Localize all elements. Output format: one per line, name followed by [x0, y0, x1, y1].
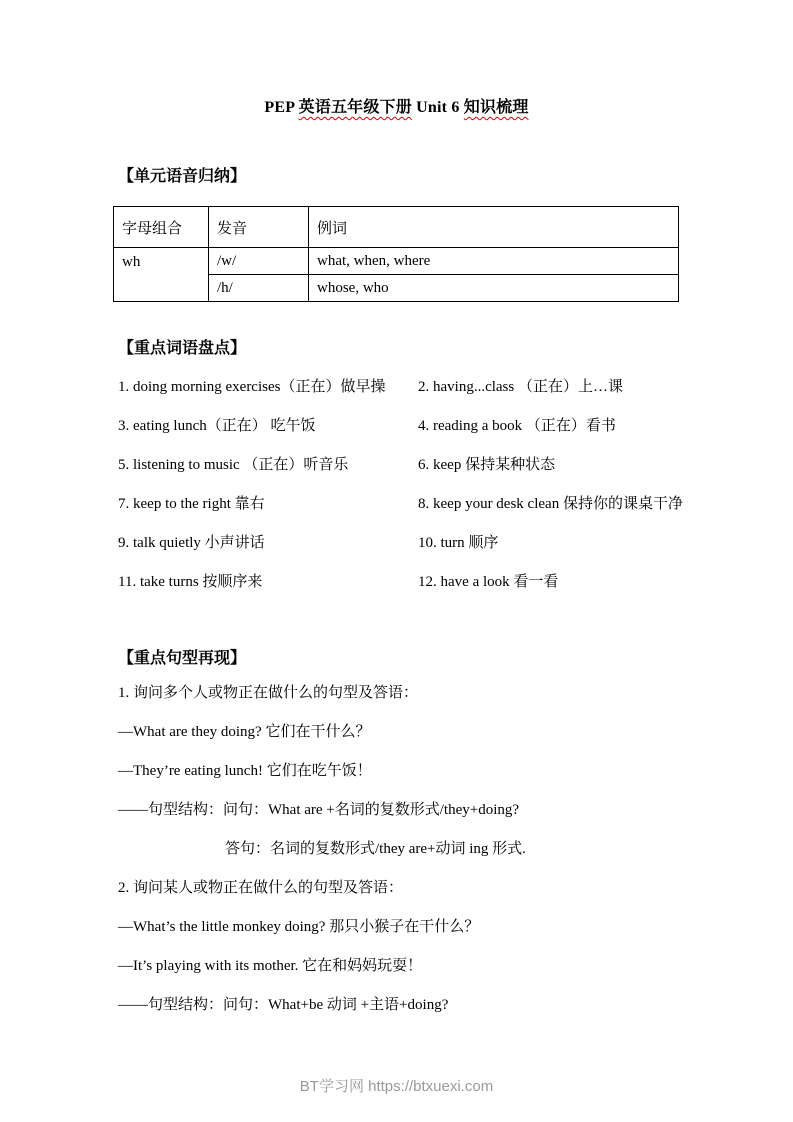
- phonics-cell-letters: wh: [114, 248, 209, 302]
- vocab-line: [118, 446, 793, 485]
- phonics-header-row: [114, 207, 679, 248]
- vocab-item-right: 10. turn 顺序: [418, 535, 499, 551]
- phonics-header-letters: 字母组合: [114, 207, 209, 248]
- sentences-section-heading: 【重点句型再现】: [118, 650, 247, 667]
- sentence-line: —What’s the little monkey doing? 那只小猴子在干什么？: [118, 919, 480, 935]
- vocab-item-right: 6. keep 保持某种状态: [418, 457, 556, 473]
- vocab-line: [118, 563, 793, 602]
- vocab-item-right: 2. having...class （正在）上…课: [418, 379, 623, 395]
- sentence-line: 1. 询问多个人或物正在做什么的句型及答语：: [118, 685, 419, 701]
- vocab-item-right: 8. keep your desk clean 保持你的课桌干净: [418, 496, 683, 512]
- vocab-item-right: 4. reading a book （正在）看书: [418, 418, 616, 434]
- sentence-lines: [118, 674, 793, 1025]
- vocab-item-left: 3. eating lunch（正在） 吃午饭: [118, 418, 316, 434]
- page-title: [0, 0, 793, 117]
- sentence-line: 答句：名词的复数形式/they are+动词 ing 形式.: [225, 841, 526, 857]
- vocab-line: [118, 368, 793, 407]
- phonics-row: [114, 248, 679, 275]
- title-segment: PEP: [264, 99, 299, 116]
- sentence-line: —What are they doing? 它们在干什么？: [118, 724, 371, 740]
- sentence-line: ——句型结构：问句：What+be 动词 +主语+doing?: [118, 997, 449, 1013]
- page-footer: BT学习网 https://btxuexi.com: [299, 1078, 494, 1095]
- sentence-line: ——句型结构：问句：What are +名词的复数形式/they+doing?: [118, 802, 520, 818]
- vocab-item-left: 9. talk quietly 小声讲话: [118, 535, 265, 551]
- sentence-line: —It’s playing with its mother. 它在和妈妈玩耍！: [118, 958, 423, 974]
- phonics-section-heading: 【单元语音归纳】: [118, 168, 247, 185]
- sentence-line: 2. 询问某人或物正在做什么的句型及答语：: [118, 880, 404, 896]
- phonics-cell-examples-1: what, when, where: [309, 248, 679, 275]
- title-segment: 知识梳理: [463, 99, 529, 116]
- vocab-line: [118, 524, 793, 563]
- vocab-item-left: 11. take turns 按顺序来: [118, 574, 263, 590]
- phonics-cell-examples-2: whose, who: [309, 275, 679, 302]
- phonics-cell-sound-1: /w/: [209, 248, 309, 275]
- phonics-header-examples: 例词: [309, 207, 679, 248]
- sentence-line: —They’re eating lunch! 它们在吃午饭！: [118, 763, 372, 779]
- vocab-line: [118, 407, 793, 446]
- title-segment: Unit 6: [411, 99, 464, 116]
- vocab-item-left: 5. listening to music （正在）听音乐: [118, 457, 349, 473]
- vocab-item-left: 1. doing morning exercises（正在）做早操: [118, 379, 386, 395]
- phonics-table: [113, 206, 679, 302]
- phonics-header-sound: 发音: [209, 207, 309, 248]
- vocabulary-section-heading: 【重点词语盘点】: [118, 340, 247, 357]
- title-segment: 英语五年级下册: [298, 99, 412, 116]
- vocab-item-left: 7. keep to the right 靠右: [118, 496, 265, 512]
- vocab-item-right: 12. have a look 看一看: [418, 574, 559, 590]
- phonics-cell-sound-2: /h/: [209, 275, 309, 302]
- vocab-lines: [118, 368, 793, 602]
- vocab-line: [118, 485, 793, 524]
